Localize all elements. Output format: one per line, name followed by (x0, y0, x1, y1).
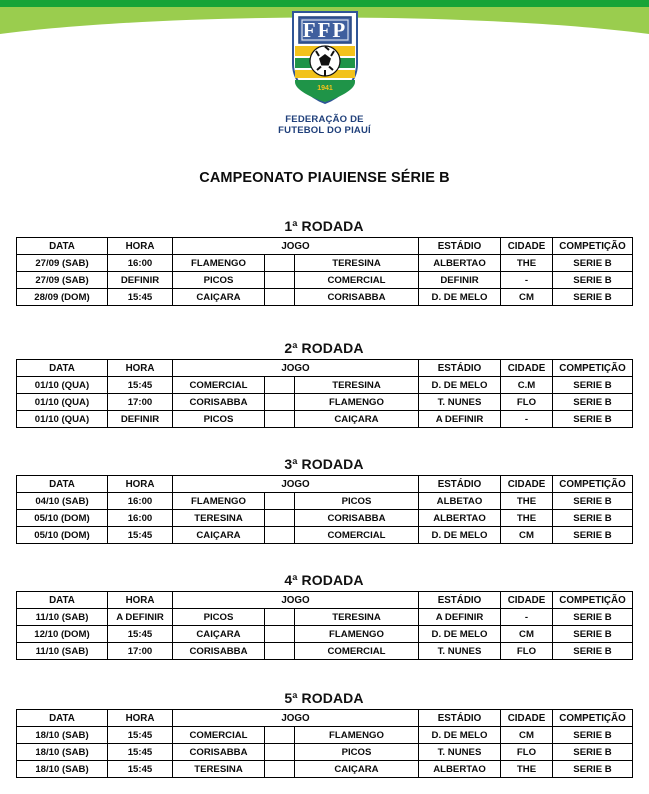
home-team: CAIÇARA (173, 626, 265, 643)
column-header-data: DATA (17, 476, 108, 493)
table-row (17, 609, 633, 626)
city: FLO (501, 744, 553, 761)
competition: SERIE B (553, 510, 633, 527)
schedule-table (16, 237, 633, 306)
versus-cell (265, 510, 295, 527)
home-team: FLAMENGO (173, 493, 265, 510)
versus-cell (265, 761, 295, 778)
away-team: TERESINA (295, 609, 419, 626)
match-date: 18/10 (SAB) (17, 744, 108, 761)
versus-cell (265, 609, 295, 626)
versus-cell (265, 493, 295, 510)
away-team: TERESINA (295, 255, 419, 272)
home-team: COMERCIAL (173, 727, 265, 744)
match-time: 17:00 (108, 394, 173, 411)
round-block (16, 690, 632, 778)
column-header-cidade: CIDADE (501, 592, 553, 609)
city: - (501, 272, 553, 289)
match-time: 16:00 (108, 493, 173, 510)
versus-cell (265, 626, 295, 643)
table-row (17, 626, 633, 643)
round-title: 4ª RODADA (284, 572, 364, 588)
competition: SERIE B (553, 411, 633, 428)
table-row (17, 272, 633, 289)
table-row (17, 527, 633, 544)
column-header-competio: COMPETIÇÃO (553, 360, 633, 377)
city: THE (501, 510, 553, 527)
column-header-jogo: JOGO (173, 360, 419, 377)
city: THE (501, 493, 553, 510)
match-date: 11/10 (SAB) (17, 643, 108, 660)
match-date: 05/10 (DOM) (17, 527, 108, 544)
logo-caption (0, 114, 649, 136)
away-team: FLAMENGO (295, 394, 419, 411)
table-header-row (17, 238, 633, 255)
home-team: CAIÇARA (173, 289, 265, 306)
stadium: T. NUNES (419, 643, 501, 660)
logo-caption-line2: FUTEBOL DO PIAUÍ (278, 125, 371, 136)
schedule-table (16, 475, 633, 544)
table-row (17, 493, 633, 510)
column-header-data: DATA (17, 592, 108, 609)
competition: SERIE B (553, 609, 633, 626)
stadium: D. DE MELO (419, 727, 501, 744)
city: CM (501, 527, 553, 544)
column-header-competio: COMPETIÇÃO (553, 592, 633, 609)
table-row (17, 510, 633, 527)
table-row (17, 289, 633, 306)
round-block (16, 572, 632, 660)
match-date: 28/09 (DOM) (17, 289, 108, 306)
column-header-data: DATA (17, 710, 108, 727)
round-title: 1ª RODADA (284, 218, 364, 234)
competition: SERIE B (553, 643, 633, 660)
versus-cell (265, 643, 295, 660)
away-team: PICOS (295, 493, 419, 510)
logo-caption-line1: FEDERAÇÃO DE (285, 114, 364, 125)
round-title: 3ª RODADA (284, 456, 364, 472)
column-header-estdio: ESTÁDIO (419, 710, 501, 727)
match-date: 18/10 (SAB) (17, 727, 108, 744)
home-team: CORISABBA (173, 394, 265, 411)
column-header-jogo: JOGO (173, 710, 419, 727)
column-header-hora: HORA (108, 360, 173, 377)
versus-cell (265, 377, 295, 394)
schedule-table (16, 591, 633, 660)
stadium: A DEFINIR (419, 609, 501, 626)
home-team: PICOS (173, 411, 265, 428)
column-header-hora: HORA (108, 592, 173, 609)
ffp-shield-icon (286, 8, 364, 108)
away-team: CAIÇARA (295, 761, 419, 778)
match-date: 01/10 (QUA) (17, 394, 108, 411)
table-row (17, 377, 633, 394)
stadium: D. DE MELO (419, 527, 501, 544)
column-header-jogo: JOGO (173, 592, 419, 609)
home-team: PICOS (173, 272, 265, 289)
stadium: D. DE MELO (419, 377, 501, 394)
away-team: COMERCIAL (295, 272, 419, 289)
versus-cell (265, 527, 295, 544)
table-row (17, 761, 633, 778)
match-time: DEFINIR (108, 272, 173, 289)
table-row (17, 255, 633, 272)
stadium: T. NUNES (419, 744, 501, 761)
column-header-jogo: JOGO (173, 238, 419, 255)
column-header-competio: COMPETIÇÃO (553, 238, 633, 255)
match-date: 18/10 (SAB) (17, 761, 108, 778)
schedule-table (16, 359, 633, 428)
table-row (17, 727, 633, 744)
home-team: FLAMENGO (173, 255, 265, 272)
federation-logo (0, 8, 649, 136)
table-row (17, 411, 633, 428)
stadium: ALBERTAO (419, 510, 501, 527)
home-team: TERESINA (173, 510, 265, 527)
table-row (17, 744, 633, 761)
table-header-row (17, 360, 633, 377)
match-date: 05/10 (DOM) (17, 510, 108, 527)
round-block (16, 218, 632, 306)
competition: SERIE B (553, 527, 633, 544)
match-date: 04/10 (SAB) (17, 493, 108, 510)
column-header-hora: HORA (108, 238, 173, 255)
city: CM (501, 289, 553, 306)
home-team: COMERCIAL (173, 377, 265, 394)
match-date: 12/10 (DOM) (17, 626, 108, 643)
match-time: 17:00 (108, 643, 173, 660)
competition: SERIE B (553, 626, 633, 643)
column-header-hora: HORA (108, 710, 173, 727)
match-time: 15:45 (108, 377, 173, 394)
away-team: COMERCIAL (295, 643, 419, 660)
match-time: 15:45 (108, 289, 173, 306)
page-title: CAMPEONATO PIAUIENSE SÉRIE B (199, 170, 450, 186)
column-header-estdio: ESTÁDIO (419, 360, 501, 377)
stadium: D. DE MELO (419, 289, 501, 306)
competition: SERIE B (553, 493, 633, 510)
city: - (501, 609, 553, 626)
competition: SERIE B (553, 255, 633, 272)
round-title: 2ª RODADA (284, 340, 364, 356)
column-header-jogo: JOGO (173, 476, 419, 493)
stadium: DEFINIR (419, 272, 501, 289)
city: FLO (501, 643, 553, 660)
competition: SERIE B (553, 272, 633, 289)
competition: SERIE B (553, 744, 633, 761)
round-block (16, 456, 632, 544)
round-title: 5ª RODADA (284, 690, 364, 706)
versus-cell (265, 272, 295, 289)
competition: SERIE B (553, 377, 633, 394)
stadium: ALBERTAO (419, 255, 501, 272)
column-header-cidade: CIDADE (501, 476, 553, 493)
home-team: TERESINA (173, 761, 265, 778)
city: CM (501, 626, 553, 643)
stadium: A DEFINIR (419, 411, 501, 428)
city: FLO (501, 394, 553, 411)
match-time: 16:00 (108, 255, 173, 272)
versus-cell (265, 255, 295, 272)
home-team: CORISABBA (173, 744, 265, 761)
column-header-estdio: ESTÁDIO (419, 592, 501, 609)
versus-cell (265, 411, 295, 428)
city: THE (501, 761, 553, 778)
competition: SERIE B (553, 394, 633, 411)
versus-cell (265, 727, 295, 744)
match-time: 15:45 (108, 527, 173, 544)
column-header-cidade: CIDADE (501, 710, 553, 727)
table-header-row (17, 476, 633, 493)
match-date: 27/09 (SAB) (17, 272, 108, 289)
away-team: CORISABBA (295, 289, 419, 306)
column-header-competio: COMPETIÇÃO (553, 476, 633, 493)
schedule-table (16, 709, 633, 778)
table-row (17, 394, 633, 411)
city: - (501, 411, 553, 428)
away-team: PICOS (295, 744, 419, 761)
match-time: 15:45 (108, 761, 173, 778)
competition: SERIE B (553, 289, 633, 306)
versus-cell (265, 394, 295, 411)
city: C.M (501, 377, 553, 394)
column-header-cidade: CIDADE (501, 238, 553, 255)
svg-text:1941: 1941 (316, 85, 333, 92)
table-header-row (17, 710, 633, 727)
match-date: 01/10 (QUA) (17, 377, 108, 394)
away-team: CORISABBA (295, 510, 419, 527)
match-date: 27/09 (SAB) (17, 255, 108, 272)
stadium: T. NUNES (419, 394, 501, 411)
match-time: 15:45 (108, 744, 173, 761)
versus-cell (265, 744, 295, 761)
away-team: FLAMENGO (295, 626, 419, 643)
column-header-competio: COMPETIÇÃO (553, 710, 633, 727)
column-header-data: DATA (17, 238, 108, 255)
home-team: PICOS (173, 609, 265, 626)
match-time: 15:45 (108, 727, 173, 744)
city: CM (501, 727, 553, 744)
match-date: 01/10 (QUA) (17, 411, 108, 428)
competition: SERIE B (553, 727, 633, 744)
table-header-row (17, 592, 633, 609)
versus-cell (265, 289, 295, 306)
away-team: TERESINA (295, 377, 419, 394)
match-time: DEFINIR (108, 411, 173, 428)
column-header-estdio: ESTÁDIO (419, 476, 501, 493)
stadium: D. DE MELO (419, 626, 501, 643)
column-header-data: DATA (17, 360, 108, 377)
match-time: 16:00 (108, 510, 173, 527)
match-time: 15:45 (108, 626, 173, 643)
home-team: CORISABBA (173, 643, 265, 660)
away-team: FLAMENGO (295, 727, 419, 744)
away-team: COMERCIAL (295, 527, 419, 544)
competition: SERIE B (553, 761, 633, 778)
home-team: CAIÇARA (173, 527, 265, 544)
away-team: CAIÇARA (295, 411, 419, 428)
round-block (16, 340, 632, 428)
svg-text:FFP: FFP (302, 18, 347, 42)
stadium: ALBETAO (419, 493, 501, 510)
match-time: A DEFINIR (108, 609, 173, 626)
match-date: 11/10 (SAB) (17, 609, 108, 626)
column-header-hora: HORA (108, 476, 173, 493)
stadium: ALBERTAO (419, 761, 501, 778)
column-header-estdio: ESTÁDIO (419, 238, 501, 255)
city: THE (501, 255, 553, 272)
column-header-cidade: CIDADE (501, 360, 553, 377)
table-row (17, 643, 633, 660)
